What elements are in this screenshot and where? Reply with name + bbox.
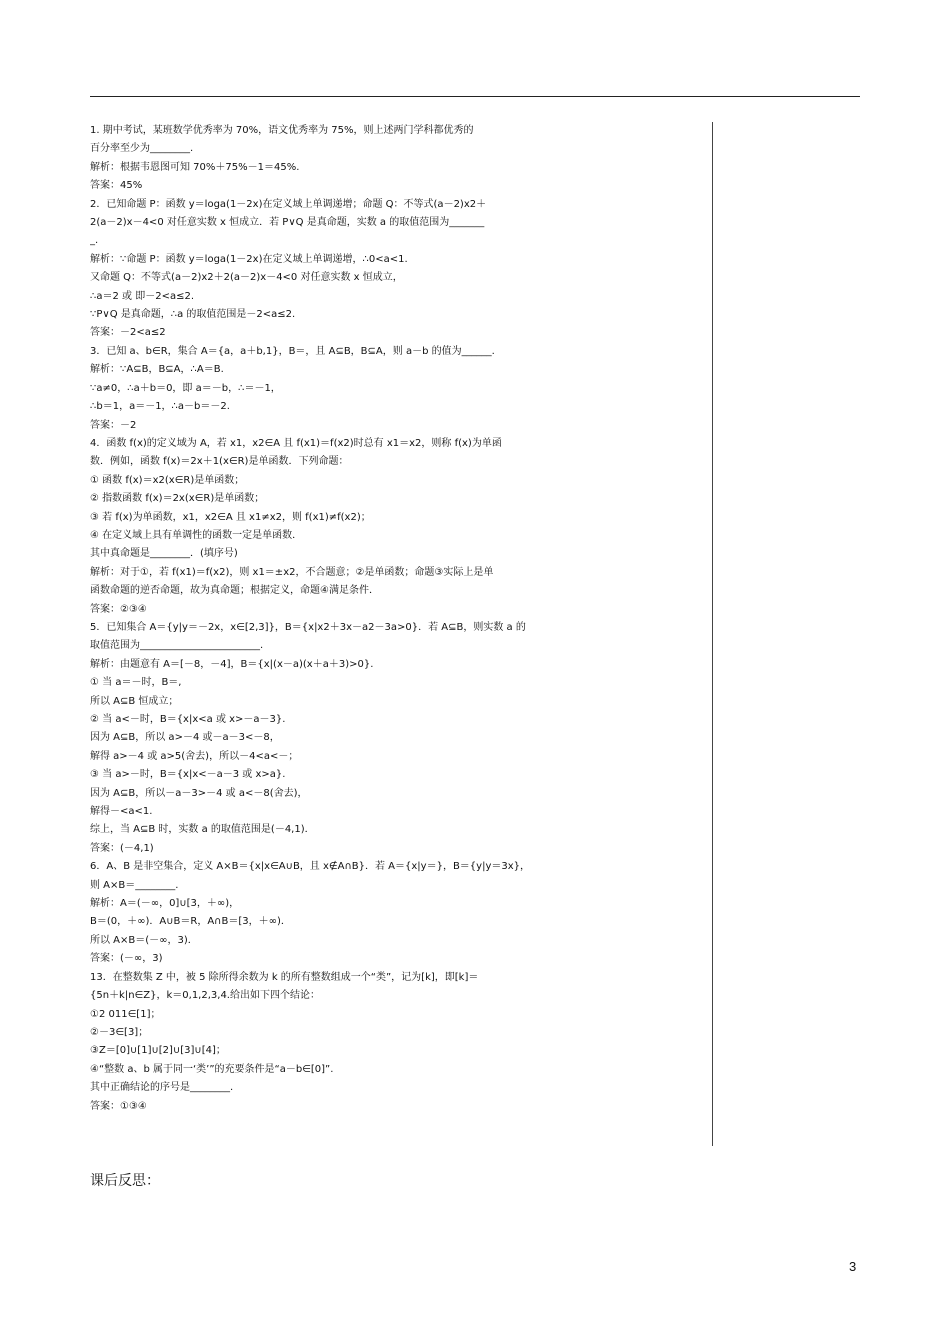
exercise-content	[90, 122, 713, 1146]
text-line: ③ 当 a>－时，B＝{x|x<－a－3 或 x>a}.	[90, 769, 286, 781]
text-line: 解析：根据韦恩图可知 70%＋75%－1＝45%.	[90, 161, 300, 173]
text-line: ∵P∨Q 是真命题，∴a 的取值范围是－2<a≤2.	[90, 309, 296, 321]
text-line: 3．已知 a、b∈R，集合 A＝{a，a＋b,1}，B＝，且 A⊆B，B⊆A，则 a－b 的值为______.	[90, 345, 495, 357]
text-line: ① 函数 f(x)＝x2(x∈R)是单函数；	[90, 474, 245, 486]
text-line: 5．已知集合 A＝{y|y＝－2x，x∈[2,3]}，B＝{x|x2＋3x－a2－3a>0}．若 A⊆B，则实数 a 的	[90, 621, 526, 633]
text-line: 其中真命题是________．(填序号)	[90, 548, 238, 560]
header-rule	[90, 96, 860, 97]
text-line: 2．已知命题 P：函数 y＝loga(1－2x)在定义域上单调递增；命题 Q：不等式(a－2)x2＋	[90, 198, 487, 210]
text-line: 函数命题的逆否命题，故为真命题；根据定义，命题④满足条件．	[90, 585, 379, 597]
text-line: 答案：(－4,1)	[90, 842, 154, 854]
text-line: ∴b＝1，a＝－1，∴a－b＝－2.	[90, 401, 230, 413]
text-line: 取值范围为________________________.	[90, 640, 264, 652]
text-line: ③Z＝[0]∪[1]∪[2]∪[3]∪[4]；	[90, 1045, 226, 1057]
page-number: 3	[849, 1259, 857, 1274]
text-line: 解得－<a<1.	[90, 806, 153, 818]
text-line: 1. 期中考试，某班数学优秀率为 70%，语文优秀率为 75%，则上述两门学科都优秀的	[90, 125, 474, 136]
text-line: 解析：由题意有 A＝[－8，－4]，B＝{x|(x－a)(x＋a＋3)>0}.	[90, 658, 374, 670]
text-line: 解析：∵命题 P：函数 y＝loga(1－2x)在定义域上单调递增，∴0<a<1.	[90, 253, 408, 265]
text-line: 解析：对于①，若 f(x1)＝f(x2)，则 x1＝±x2，不合题意；②是单函数；命题③实际上是单	[90, 566, 494, 578]
text-line: 解析：A＝(－∞，0]∪[3，＋∞)，	[90, 898, 240, 910]
text-line: 答案：①③④	[90, 1100, 147, 1112]
text-line: 答案：－2	[90, 419, 137, 431]
text-line: 又命题 Q：不等式(a－2)x2＋2(a－2)x－4<0 对任意实数 x 恒成立，	[90, 272, 403, 284]
text-line: ④ 在定义域上具有单调性的函数一定是单函数．	[90, 529, 303, 541]
text-line: 解得 a>－4 或 a>5(舍去)，所以－4<a<－；	[90, 750, 299, 762]
text-line: 百分率至少为________.	[90, 143, 194, 155]
text-line: ① 当 a＝－时，B＝,	[90, 677, 182, 689]
text-line: B＝(0，＋∞)．A∪B＝R，A∩B＝[3，＋∞)．	[90, 916, 291, 928]
text-line: 所以 A⊆B 恒成立；	[90, 695, 179, 707]
text-line: _.	[90, 235, 99, 247]
text-line: 答案：②③④	[90, 603, 147, 615]
text-line: ∴a＝2 或 即－2<a≤2.	[90, 290, 194, 302]
text-line: 数．例如，函数 f(x)＝2x＋1(x∈R)是单函数．下列命题：	[90, 456, 349, 468]
text-line: 综上，当 A⊆B 时，实数 a 的取值范围是(－4,1)．	[90, 824, 315, 836]
text-line: ①2 011∈[1]；	[90, 1008, 161, 1020]
text-line: ∵a≠0，∴a＋b＝0，即 a＝－b，∴＝－1，	[90, 382, 281, 394]
text-line: 6．A、B 是非空集合，定义 A×B＝{x|x∈A∪B，且 x∉A∩B}．若 A＝{x|y＝}，B＝{y|y＝3x}，	[90, 861, 531, 873]
text-line: 答案：45%	[90, 180, 143, 192]
text-line: ③ 若 f(x)为单函数，x1，x2∈A 且 x1≠x2，则 f(x1)≠f(x2)；	[90, 511, 371, 523]
text-line: 答案：－2<a≤2	[90, 327, 166, 339]
text-line: 则 A×B＝________.	[90, 879, 179, 891]
text-line: 解析：∵A⊆B，B⊆A，∴A＝B.	[90, 364, 224, 376]
text-line: 因为 A⊆B，所以 a>－4 或－a－3<－8，	[90, 732, 280, 744]
text-line: 所以 A×B＝(－∞，3)．	[90, 934, 198, 946]
text-line: 因为 A⊆B，所以－a－3>－4 或 a<－8(舍去)，	[90, 787, 308, 799]
text-line: ② 指数函数 f(x)＝2x(x∈R)是单函数；	[90, 493, 265, 505]
text-line: ④“整数 a、b 属于同一‘类’”的充要条件是“a－b∈[0]”.	[90, 1063, 334, 1075]
text-line: 答案：(－∞，3)	[90, 953, 163, 965]
text-line: 2(a－2)x－4<0 对任意实数 x 恒成立．若 P∨Q 是真命题，实数 a 的取值范围为_______	[90, 217, 485, 229]
text-line: {5n＋k|n∈Z}，k＝0,1,2,3,4.给出如下四个结论：	[90, 990, 320, 1002]
exercise-lines	[90, 122, 712, 1116]
text-line: 13．在整数集 Z 中，被 5 除所得余数为 k 的所有整数组成一个“类”，记为[k]，即[k]＝	[90, 971, 479, 983]
text-line: ②－3∈[3]；	[90, 1026, 149, 1038]
text-line: ② 当 a<－时，B＝{x|x<a 或 x>－a－3}.	[90, 714, 286, 725]
text-line: 4．函数 f(x)的定义域为 A，若 x1，x2∈A 且 f(x1)＝f(x2)时总有 x1＝x2，则称 f(x)为单函	[90, 437, 502, 449]
reflection-label: 课后反思：	[90, 1173, 160, 1189]
text-line: 其中正确结论的序号是________.	[90, 1082, 234, 1094]
